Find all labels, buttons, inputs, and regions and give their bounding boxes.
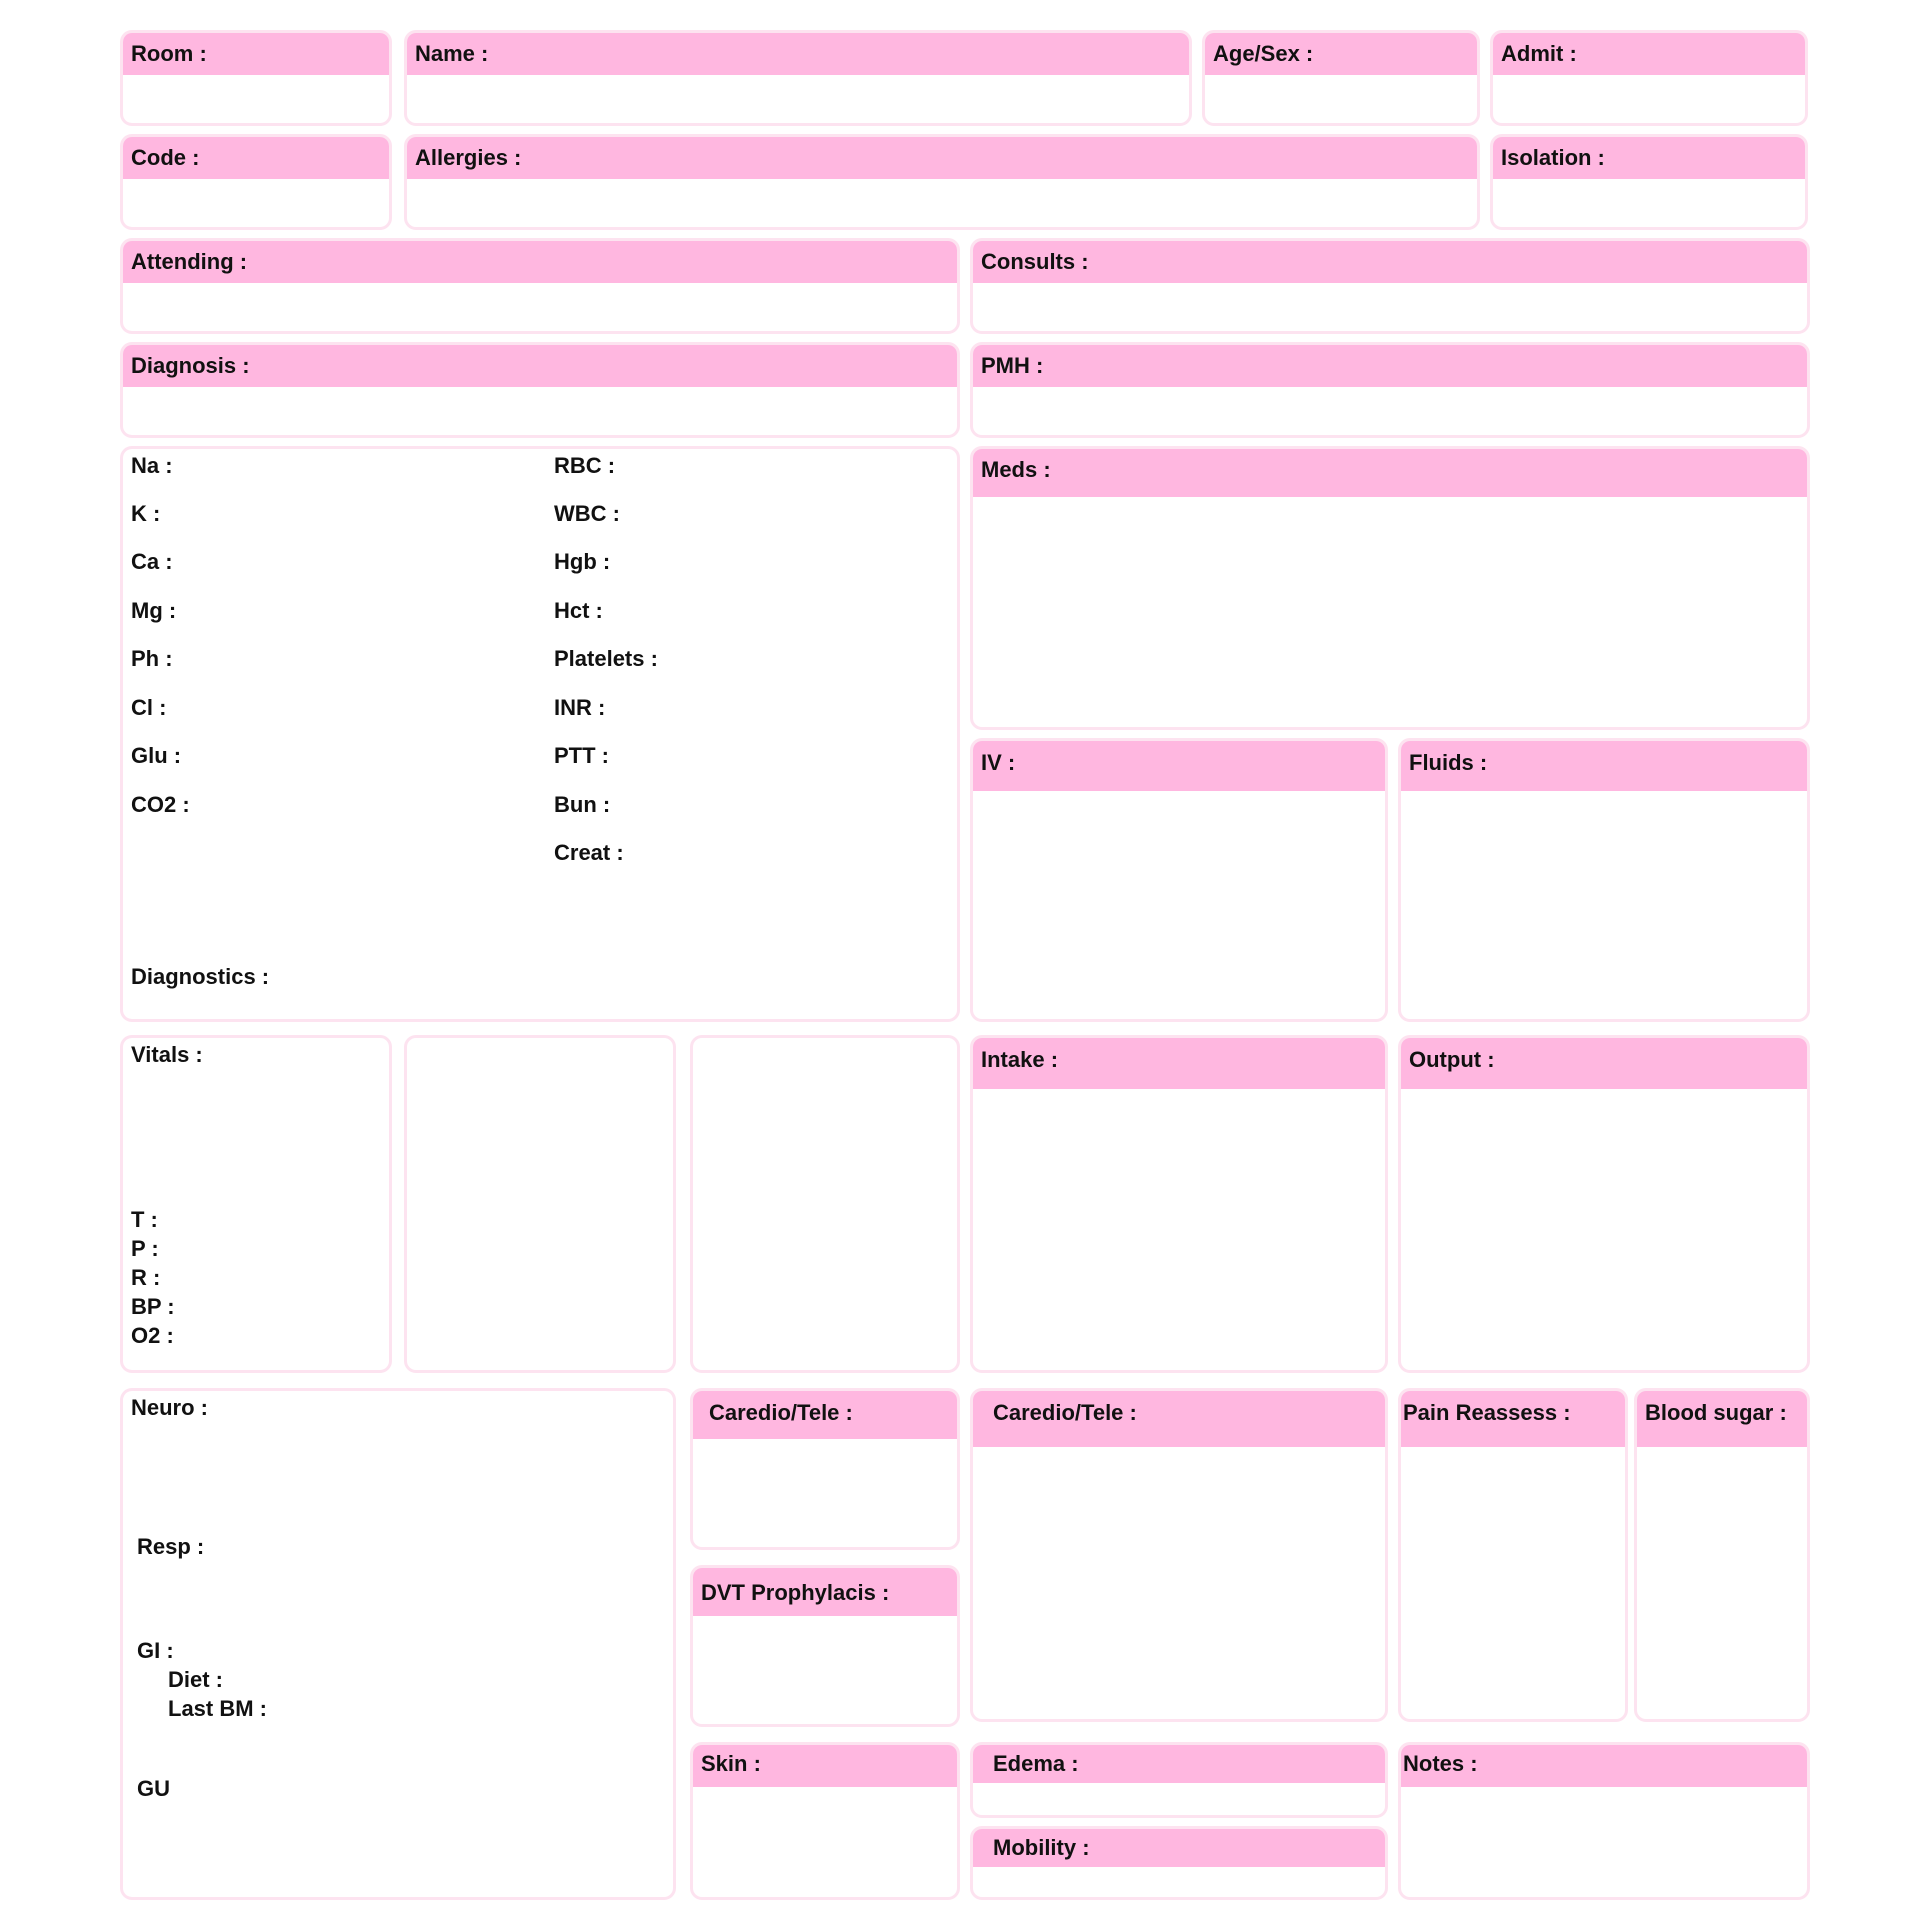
edema-box	[970, 1742, 1388, 1818]
allergies-box	[404, 134, 1480, 230]
code-label: Code :	[131, 145, 200, 170]
lab-inr: INR :	[554, 695, 606, 720]
vital-p: P :	[131, 1236, 159, 1261]
pain-reassess-box	[1398, 1388, 1628, 1722]
allergies-field[interactable]	[407, 179, 1477, 227]
iv-box	[970, 738, 1388, 1022]
resp-label: Resp :	[137, 1534, 205, 1559]
gu-label: GU	[137, 1776, 170, 1801]
fluids-box	[1398, 738, 1810, 1022]
cardio-tele-small-box	[690, 1388, 960, 1550]
isolation-field[interactable]	[1493, 179, 1805, 227]
intake-label: Intake :	[981, 1047, 1059, 1072]
lab-wbc: WBC :	[554, 501, 620, 526]
meds-label: Meds :	[981, 457, 1051, 482]
isolation-box	[1490, 134, 1808, 230]
diagnosis-field[interactable]	[123, 387, 957, 435]
skin-box	[690, 1742, 960, 1900]
mobility-field[interactable]	[973, 1867, 1385, 1897]
age-sex-box	[1202, 30, 1480, 126]
room-label: Room :	[131, 41, 207, 66]
vitals-label: Vitals :	[131, 1042, 203, 1067]
room-box	[120, 30, 392, 126]
dvt-field[interactable]	[693, 1616, 957, 1724]
attending-field[interactable]	[123, 283, 957, 331]
name-field[interactable]	[407, 75, 1189, 123]
notes-field[interactable]	[1401, 1787, 1807, 1897]
attending-label: Attending :	[131, 249, 248, 274]
pain-reassess-field[interactable]	[1401, 1447, 1625, 1719]
vital-t: T :	[131, 1207, 158, 1232]
age-sex-label: Age/Sex :	[1213, 41, 1314, 66]
notes-label: Notes :	[1403, 1751, 1478, 1776]
admit-box	[1490, 30, 1808, 126]
cardio-tele-large-field[interactable]	[973, 1447, 1385, 1719]
cardio-tele-small-label: Caredio/Tele :	[709, 1400, 853, 1425]
gi-label: GI :	[137, 1638, 174, 1663]
lab-platelets: Platelets :	[554, 646, 658, 671]
skin-field[interactable]	[693, 1787, 957, 1897]
diet-label: Diet :	[168, 1667, 223, 1692]
skin-label: Skin :	[701, 1751, 761, 1776]
allergies-label: Allergies :	[415, 145, 522, 170]
fluids-field[interactable]	[1401, 791, 1807, 1019]
meds-field[interactable]	[973, 497, 1807, 727]
lab-glu: Glu :	[131, 743, 182, 768]
admit-label: Admit :	[1501, 41, 1577, 66]
vitals-box[interactable]	[120, 1035, 392, 1373]
mobility-label: Mobility :	[993, 1835, 1090, 1860]
room-field[interactable]	[123, 75, 389, 123]
vitals-column-2[interactable]	[404, 1035, 676, 1373]
cardio-tele-large-label: Caredio/Tele :	[993, 1400, 1137, 1425]
lab-mg: Mg :	[131, 598, 177, 623]
lab-co2: CO2 :	[131, 792, 190, 817]
name-box	[404, 30, 1192, 126]
iv-label: IV :	[981, 750, 1016, 775]
notes-box	[1398, 1742, 1810, 1900]
lab-na: Na :	[131, 453, 173, 478]
diagnosis-label: Diagnosis :	[131, 353, 250, 378]
attending-box	[120, 238, 960, 334]
vital-o2: O2 :	[131, 1323, 174, 1348]
blood-sugar-box	[1634, 1388, 1810, 1722]
code-field[interactable]	[123, 179, 389, 227]
meds-box	[970, 446, 1810, 730]
vital-r: R :	[131, 1265, 161, 1290]
fluids-label: Fluids :	[1409, 750, 1488, 775]
consults-box	[970, 238, 1810, 334]
lab-cl: Cl :	[131, 695, 167, 720]
consults-field[interactable]	[973, 283, 1807, 331]
age-sex-field[interactable]	[1205, 75, 1477, 123]
neuro-label: Neuro :	[131, 1395, 208, 1420]
last-bm-label: Last BM :	[168, 1696, 267, 1721]
lab-rbc: RBC :	[554, 453, 616, 478]
output-label: Output :	[1409, 1047, 1495, 1072]
blood-sugar-label: Blood sugar :	[1645, 1400, 1787, 1425]
lab-hgb: Hgb :	[554, 549, 611, 574]
intake-field[interactable]	[973, 1089, 1385, 1370]
diagnostics-label: Diagnostics :	[131, 964, 270, 989]
edema-field[interactable]	[973, 1783, 1385, 1815]
output-field[interactable]	[1401, 1089, 1807, 1370]
cardio-tele-small-field[interactable]	[693, 1439, 957, 1547]
dvt-box	[690, 1565, 960, 1727]
consults-label: Consults :	[981, 249, 1089, 274]
code-box	[120, 134, 392, 230]
lab-ph: Ph :	[131, 646, 173, 671]
vital-bp: BP :	[131, 1294, 175, 1319]
pmh-field[interactable]	[973, 387, 1807, 435]
lab-hct: Hct :	[554, 598, 603, 623]
pmh-label: PMH :	[981, 353, 1044, 378]
pmh-box	[970, 342, 1810, 438]
blood-sugar-field[interactable]	[1637, 1447, 1807, 1719]
labs-box[interactable]	[120, 446, 960, 1022]
name-label: Name :	[415, 41, 489, 66]
dvt-label: DVT Prophylacis :	[701, 1580, 890, 1605]
systems-box[interactable]	[120, 1388, 676, 1900]
lab-k: K :	[131, 501, 161, 526]
iv-field[interactable]	[973, 791, 1385, 1019]
edema-label: Edema :	[993, 1751, 1079, 1776]
intake-box	[970, 1035, 1388, 1373]
admit-field[interactable]	[1493, 75, 1805, 123]
lab-bun: Bun :	[554, 792, 611, 817]
output-box	[1398, 1035, 1810, 1373]
lab-creat: Creat :	[554, 840, 624, 865]
isolation-label: Isolation :	[1501, 145, 1605, 170]
lab-ptt: PTT :	[554, 743, 609, 768]
cardio-tele-large-box	[970, 1388, 1388, 1722]
lab-ca: Ca :	[131, 549, 173, 574]
vitals-column-3[interactable]	[690, 1035, 960, 1373]
diagnosis-box	[120, 342, 960, 438]
mobility-box	[970, 1826, 1388, 1900]
pain-reassess-label: Pain Reassess :	[1403, 1400, 1571, 1425]
